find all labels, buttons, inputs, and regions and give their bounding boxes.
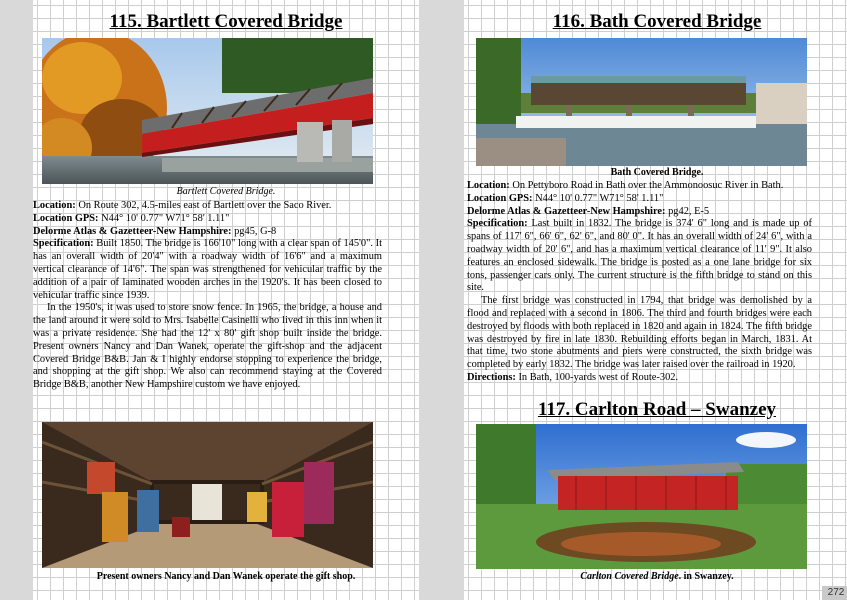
section-title: 117. Carlton Road – Swanzey bbox=[537, 399, 777, 420]
atlas-line: Delorme Atlas & Gazetteer-New Hampshire: pg45, G-8 bbox=[33, 225, 277, 237]
atlas-line: Delorme Atlas & Gazetteer-New Hampshire: pg42, E-5 bbox=[467, 205, 710, 217]
photo-caption: Bartlett Covered Bridge. bbox=[176, 186, 276, 197]
carlton-bridge-photo bbox=[476, 424, 807, 569]
directions-line: Directions: In Bath, 100-yards west of Route-302. bbox=[467, 371, 679, 383]
gps-line: Location GPS: N44° 10' 0.77" W71° 58' 1.11" bbox=[33, 212, 230, 224]
gift-shop-photo bbox=[42, 422, 373, 568]
page-title: 116. Bath Covered Bridge bbox=[552, 11, 762, 32]
bath-text bbox=[467, 180, 812, 385]
right-page bbox=[464, 0, 847, 600]
history-paragraph: In the 1950's, it was used to store snow fence. In 1965, the bridge, a house and the land around it were sold to Mrs. Isabelle Casinelli who lived in this inn when it was a private residence. She had the 12' x 80' gift shop built inside the bridge. Present owners Nancy and Dan Wanek, operate the gift-shop and the adjacent Covered Bridge B&B. Jan & I highly endorse stopping to experience the bridge, and shopping at the gift shop. We also can recommend staying at the Covered Bridge B&B, another New Hampshire custom we have enjoyed. bbox=[33, 302, 382, 391]
left-page bbox=[33, 0, 419, 600]
spec-paragraph: Specification: Built 1850. The bridge is 166'10" long with a clear span of 145'0". It has an overall width of 20'4" with a roadway width of 16'6" and a maximum vertical clearance of 14'6". The span was strengthened for vehicular traffic by the addition of a pair of laminated wooden arches in the 1920's. It has been closed to vehicular traffic since 1939. bbox=[33, 238, 382, 301]
location-line: Location: On Route 302, 4.5-miles east of Bartlett over the Saco River. bbox=[33, 200, 332, 211]
bartlett-bridge-photo bbox=[42, 38, 373, 184]
location-line: Location: On Pettyboro Road in Bath over the Ammonoosuc River in Bath. bbox=[467, 180, 784, 191]
photo-caption: Carlton Covered Bridge. in Swanzey. bbox=[580, 571, 734, 582]
photo-caption: Present owners Nancy and Dan Wanek operate the gift shop. bbox=[96, 571, 356, 582]
bartlett-text bbox=[33, 200, 382, 392]
spec-paragraph: Specification: Last built in 1832. The bridge is 374' 6" long and is made up of spans of 117' 6", 66' 6", 62' 6", and 80' 0". It has an overall width of 24' 6", with a roadway width of 20' 6", and has a maximum vertical clearance of 11' 9". It also features an enclosed sidewalk. The bridge is posted as a one lane bridge for six tons, passenger cars only. The current structure is the fifth bridge to stand on this site. bbox=[467, 218, 812, 294]
page-title: 115. Bartlett Covered Bridge bbox=[109, 11, 343, 32]
page-number: 272 bbox=[822, 586, 847, 600]
bath-bridge-photo bbox=[476, 38, 807, 166]
history-paragraph: The first bridge was constructed in 1794, that bridge was demolished by a flood and replaced with a second in 1806. The third and fourth bridges were each destroyed by floods with both replaced in 1820 and again in 1824. The fifth bridge was destroyed by fire in late 1830. Rebuilding efforts began in March, 1831. At that time, two stone abutments and piers were constructed, the sixth bridge was completed by early 1832. The bridge was later raised over the railroad in 1920. bbox=[467, 295, 812, 371]
photo-caption: Bath Covered Bridge. bbox=[610, 167, 704, 178]
gps-line: Location GPS: N44° 10' 0.77" W71° 58' 1.11" bbox=[467, 192, 664, 204]
